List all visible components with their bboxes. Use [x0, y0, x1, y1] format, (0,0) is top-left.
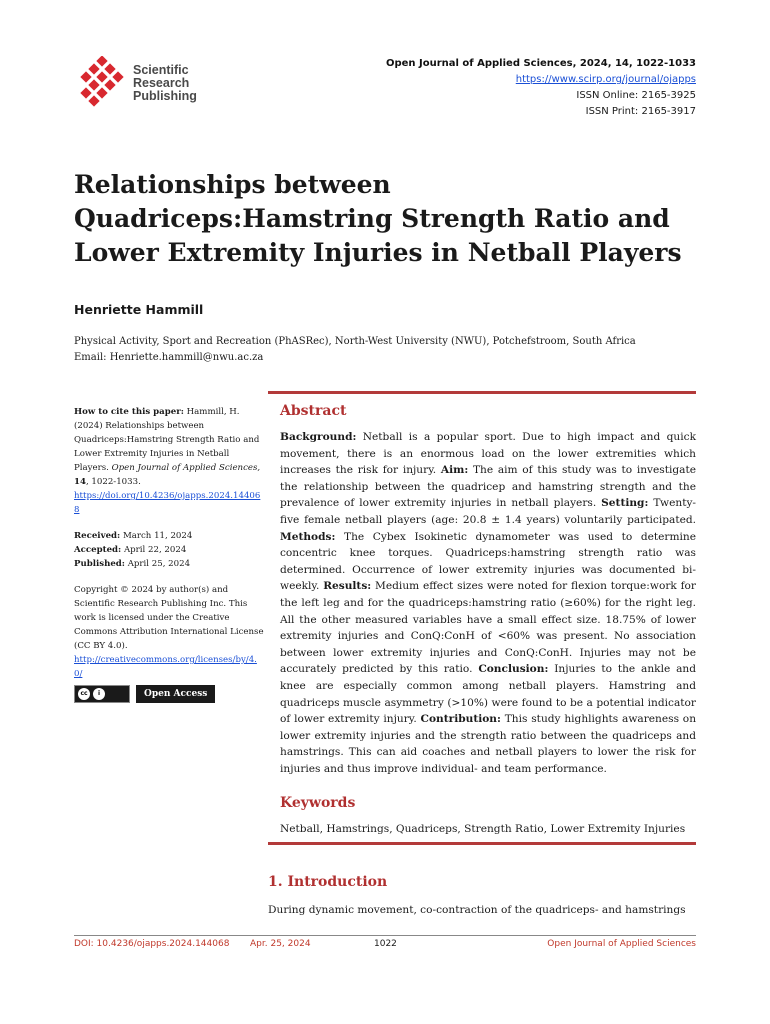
received-date: March 11, 2024 [122, 531, 193, 541]
background-text: Netball is a popular sport. Due to high impact and quick movement, there is an enormous load on the lower extremities which increases the risk for injury. [280, 431, 696, 477]
abstract-bottom-rule [268, 842, 696, 845]
issn-online: ISSN Online: 2165-3925 [576, 90, 696, 101]
accepted-label: Accepted: [74, 545, 122, 555]
methods-label: Methods: [280, 530, 336, 543]
citation-sidebar [74, 405, 264, 703]
issn-print: ISSN Print: 2165-3917 [585, 106, 696, 117]
footer-journal: Open Journal of Applied Sciences [547, 939, 696, 949]
footer-doi: DOI: 10.4236/ojapps.2024.144068 [74, 939, 230, 949]
abstract-top-rule [268, 391, 696, 394]
copyright-notice [74, 583, 264, 681]
cc-by-badge-icon[interactable]: cc i [74, 685, 130, 703]
abstract-heading: Abstract [280, 403, 347, 419]
publisher-name-line: Scientific [133, 63, 189, 77]
doi-link[interactable]: https://doi.org/10.4236/ojapps.2024.144068 [74, 491, 261, 515]
intro-heading: 1. Introduction [268, 874, 388, 890]
methods-text: The Cybex Isokinetic dynamometer was used to determine concentric knee torques. Quadriceps:hamstring strength ratio was determined. Occurrence of lower extremity injuries was documented bi-weekly. [280, 530, 696, 593]
abstract-section [280, 403, 696, 837]
background-label: Background: [280, 431, 357, 443]
contribution-label: Contribution: [420, 713, 501, 726]
cite-label: How to cite this paper: [74, 407, 184, 417]
setting-label: Setting: [601, 497, 649, 510]
open-access-badge: Open Access [136, 685, 215, 703]
journal-header [386, 56, 696, 120]
publisher-name [133, 64, 197, 103]
license-badges [74, 685, 264, 703]
results-text: Medium effect sizes were noted for flexion torque:work for the left leg and for the quadriceps:hamstring ratio (≥60%) for the right leg. All the other measured variables have a small effect size. 18.75% of lower extremity injuries and ConQ:ConH of <60% was present. No association between lower extremity injuries and ConQ:ConH. Injuries may not be accurately predicted by this ratio. [280, 580, 696, 676]
abstract-text [280, 429, 696, 777]
keywords-text: Netball, Hamstrings, Quadriceps, Strength Ratio, Lower Extremity Injuries [280, 823, 686, 836]
aim-label: Aim: [440, 464, 469, 477]
cite-pages: , 1022-1033. [85, 477, 141, 487]
conclusion-label: Conclusion: [478, 663, 549, 676]
author-email: Email: Henriette.hammill@nwu.ac.za [74, 352, 264, 363]
publisher-logo-icon [76, 56, 128, 108]
cite-text: Hammill, H. (2024) Relationships between Quadriceps:Hamstring Strength Ratio and Lower Extremity Injuries in Netball Players. [74, 407, 260, 473]
keywords-heading: Keywords [280, 795, 356, 812]
cite-volume: 14 [74, 477, 86, 487]
affiliation: Physical Activity, Sport and Recreation (PhASRec), North-West University (NWU), Potchefstroom, South Africa [74, 336, 636, 347]
license-link[interactable]: http://creativecommons.org/licenses/by/4.0/ [74, 655, 257, 679]
contribution-text: This study highlights awareness on lower extremity injuries and the strength ratio between the quadriceps and hamstrings. This can aid coaches and netball players to lower the risk for injuries and thus improve individual- and team performance. [280, 713, 697, 775]
cite-journal: Open Journal of Applied Sciences, [111, 463, 261, 473]
how-to-cite [74, 405, 264, 517]
received-label: Received: [74, 531, 121, 541]
publisher-name-line: Publishing [133, 89, 197, 103]
accepted-date: April 22, 2024 [123, 545, 187, 555]
publication-dates [74, 529, 264, 571]
aim-text: The aim of this study was to investigate the relationship between the quadricep and hamstring strength and the prevalence of lower extremity injuries in netball players. [280, 464, 696, 510]
journal-citation: Open Journal of Applied Sciences, 2024, 14, 1022-1033 [385, 58, 696, 69]
journal-url-link[interactable]: https://www.scirp.org/journal/ojapps [515, 74, 696, 85]
paper-title: Relationships between Quadriceps:Hamstring Strength Ratio and Lower Extremity Injuries in Netball Players [74, 170, 682, 267]
published-label: Published: [74, 559, 125, 569]
footer-date: Apr. 25, 2024 [250, 939, 311, 949]
affiliation-block [74, 334, 714, 366]
results-label: Results: [323, 580, 372, 593]
setting-text: Twenty-five female netball players (age: 20.8 ± 1.4 years) voluntarily participated. [280, 497, 697, 526]
conclusion-text: Injuries to the ankle and knee are especially common among netball players. Hamstring and quadriceps muscle asymmetry (>10%) were found to be a potential indicator of lower extremity injury. [280, 663, 696, 726]
publisher-name-line: Research [133, 76, 190, 90]
copyright-text: Copyright © 2024 by author(s) and Scientific Research Publishing Inc. This work is licensed under the Creative Commons Attribution International License (CC BY 4.0). [74, 585, 264, 651]
page-number: 1022 [374, 939, 397, 949]
footer-rule [74, 935, 696, 936]
published-date: April 25, 2024 [127, 559, 191, 569]
author-name: Henriette Hammill [74, 302, 204, 317]
intro-text: During dynamic movement, co-contraction of the quadriceps- and hamstrings [268, 904, 686, 916]
